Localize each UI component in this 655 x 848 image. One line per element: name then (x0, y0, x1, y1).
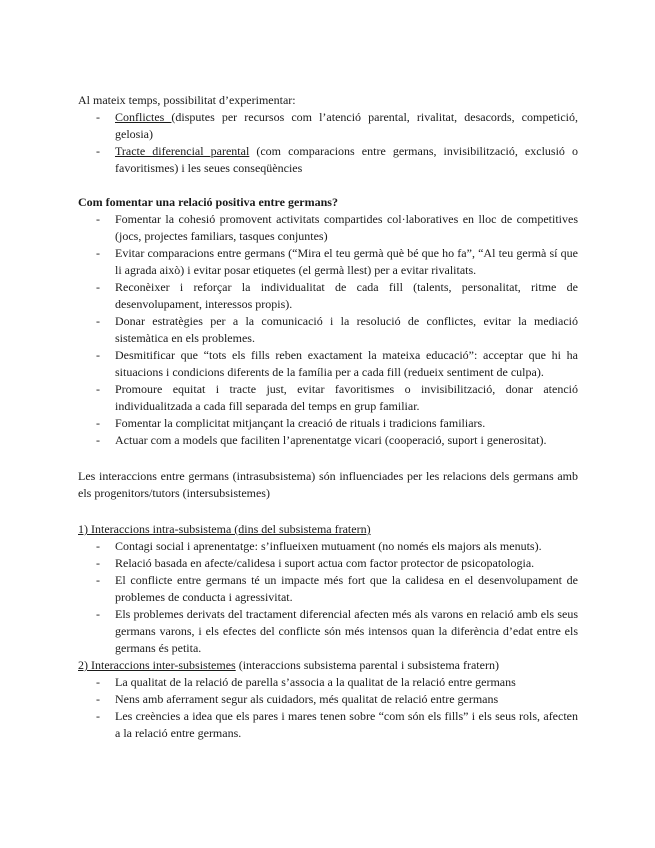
item-text: (com comparacions entre germans, invisibilització, exclusió o favoritismes) i les seues conseqüències (115, 144, 578, 175)
intro-list (78, 109, 578, 177)
list-item: - El conflicte entre germans té un impacte més fort que la calidesa en el desenvolupament de problemes de conducta i agressivitat. (78, 572, 578, 606)
list-item: - Evitar comparacions entre germans (“Mira el teu germà què bé que ho fa”, “Al teu germà sí que li agrada això) i evitar posar etiquetes (el germà llest) per a evitar rivalitats. (78, 245, 578, 279)
list-item: - Nens amb aferrament segur als cuidadors, més qualitat de relació entre germans (78, 691, 578, 708)
spacer (78, 177, 578, 194)
body-paragraph: Les interaccions entre germans (intrasubsistema) són influenciades per les relacions dels germans amb els progenitors/tutors (intersubsistemes) (78, 469, 578, 500)
list-item: - Reconèixer i reforçar la individualitat de cada fill (talents, personalitat, ritme de desenvolupament, interessos propis). (78, 279, 578, 313)
list-item: - Contagi social i aprenentatge: s’influeixen mutuament (no només els majors als menuts). (78, 538, 578, 555)
underlined-term: Conflictes (115, 110, 172, 124)
section2-title (78, 657, 578, 674)
list-item (78, 143, 578, 177)
list-item: - La qualitat de la relació de parella s’associa a la qualitat de la relació entre germans (78, 674, 578, 691)
section2-list (78, 674, 578, 742)
list-item: - Fomentar la cohesió promovent activitats compartides col·laboratives en lloc de competitives (jocs, projectes familiars, tasques conjuntes) (78, 211, 578, 245)
spacer (78, 502, 578, 521)
section1-title: 1) Interaccions intra-subsistema (dins del subsistema fratern) (78, 522, 371, 536)
tips-list (78, 211, 578, 449)
list-item: - Fomentar la complicitat mitjançant la creació de rituals i tradicions familiars. (78, 415, 578, 432)
list-item: - Promoure equitat i tracte just, evitar favoritismes o invisibilització, donar atenció individualitzada a cada fill separada del temps en grup familiar. (78, 381, 578, 415)
list-item (78, 109, 578, 143)
list-item: - Els problemes derivats del tractament diferencial afecten més als varons en relació amb els seus germans varons, i els efectes del conflicte són més intensos quan la diferència d’edat entre els germans és petita. (78, 606, 578, 657)
list-item: - Les creències a idea que els pares i mares tenen sobre “com són els fills” i els seus rols, afecten a la relació entre germans. (78, 708, 578, 742)
section2-title-rest: (interaccions subsistema parental i subsistema fratern) (235, 658, 499, 672)
list-item: - Desmitificar que “tots els fills reben exactament la mateixa educació”: acceptar que hi ha situacions i condicions diferents de la família per a cada fill (redueix sentiment de culpa). (78, 347, 578, 381)
section2-title-underlined: 2) Interaccions inter-subsistemes (78, 658, 236, 672)
list-item: - Donar estratègies per a la comunicació i la resolució de conflictes, evitar la mediació sistemàtica en els problemes. (78, 313, 578, 347)
spacer (78, 449, 578, 468)
section-heading: Com fomentar una relació positiva entre germans? (78, 195, 338, 209)
underlined-term: Tracte diferencial parental (115, 144, 250, 158)
intro-line: Al mateix temps, possibilitat d’experimentar: (78, 93, 296, 107)
section1-list (78, 538, 578, 657)
document-body (78, 92, 578, 742)
list-item: - Actuar com a models que faciliten l’aprenentatge vicari (cooperació, suport i generositat). (78, 432, 578, 449)
list-item: - Relació basada en afecte/calidesa i suport actua com factor protector de psicopatologia. (78, 555, 578, 572)
item-text: (disputes per recursos com l’atenció parental, rivalitat, desacords, competició, gelosia) (115, 110, 578, 141)
